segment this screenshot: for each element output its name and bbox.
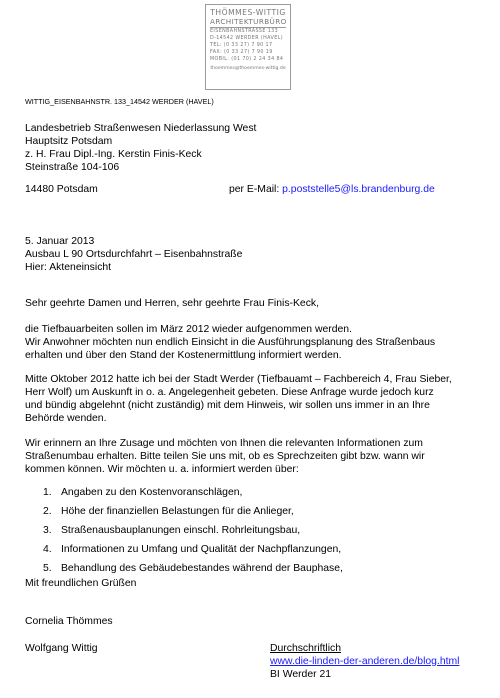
paragraph-line: Behörde wenden.	[25, 413, 107, 424]
email-row	[229, 183, 435, 196]
list-number: 5.	[43, 563, 52, 574]
recipient-line: Landesbetrieb Straßenwesen Niederlassung West	[25, 123, 257, 134]
paragraph-line: und bündig abgelehnt (nicht zuständig) mit dem Hinweis, wir sollen uns immer in an Ihre	[25, 400, 430, 411]
letterhead-street: EISENBAHNSTRASSE 133	[210, 29, 279, 34]
blog-link[interactable]: www.die-linden-der-anderen.de/blog.html	[270, 656, 460, 667]
paragraph-1	[25, 323, 485, 362]
paragraph-line: Wir erinnern an Ihre Zusage und möchten von Ihnen die relevanten Informationen zum	[25, 438, 423, 449]
list-item	[43, 543, 343, 562]
closing: Mit freundlichen Grüßen	[25, 578, 137, 589]
list-text: Informationen zu Umfang und Qualität der Nachpflanzungen,	[61, 544, 342, 555]
list-item	[43, 505, 343, 524]
recipient-address	[25, 122, 485, 174]
recipient-line: Steinstraße 104-106	[25, 162, 120, 173]
letter-date: 5. Januar 2013	[25, 236, 95, 247]
list-number: 1.	[43, 487, 52, 498]
letterhead-email: thoemmes@thoemmes-wittig.de	[210, 66, 286, 71]
letterhead-fax: FAX: (0 33 27) 7 90 19	[210, 50, 273, 55]
paragraph-3	[25, 437, 485, 476]
list-text: Höhe der finanziellen Belastungen für die Anlieger,	[61, 506, 294, 517]
subject-line: Hier: Akteneinsicht	[25, 262, 112, 273]
sender-line: WITTIG_EISENBAHNSTR. 133_14542 WERDER (HAVEL)	[25, 97, 214, 106]
list-number: 2.	[43, 506, 52, 517]
letterhead-tel: TEL: (0 33 27) 7 90 17	[210, 43, 273, 48]
paragraph-line: Herr Wolf) um Auskunft in o. a. Angelegenheit gebeten. Diese Anfrage wurde jedoch kurz	[25, 387, 434, 398]
date-subject-block	[25, 235, 485, 274]
letterhead-company-name: THÖMMES-WITTIG	[210, 8, 286, 17]
list-text: Angaben zu den Kostenvoranschlägen,	[61, 487, 243, 498]
recipient-line: Hauptsitz Potsdam	[25, 136, 113, 147]
topics-list	[43, 486, 343, 581]
paragraph-2	[25, 373, 485, 425]
paragraph-line: die Tiefbauarbeiten sollen im März 2012 wieder aufgenommen werden.	[25, 324, 352, 335]
letterhead-subtitle: ARCHITEKTURBÜRO	[210, 17, 287, 26]
letterhead-city: D-14542 WERDER (HAVEL)	[210, 36, 284, 41]
list-text: Behandlung des Gebäudebestandes während der Bauphase,	[61, 563, 343, 574]
subject-line: Ausbau L 90 Ortsdurchfahrt – Eisenbahnstraße	[25, 249, 243, 260]
signer-1: Cornelia Thömmes	[25, 616, 113, 627]
copy-label: Durchschriftlich	[270, 643, 342, 654]
paragraph-line: kommen können. Wir möchten u. a. informiert werden über:	[25, 464, 299, 475]
list-number: 4.	[43, 544, 52, 555]
paragraph-line: Wir Anwohner möchten nun endlich Einsicht in die Ausführungsplanung des Straßenbaus	[25, 337, 436, 348]
salutation: Sehr geehrte Damen und Herren, sehr geehrte Frau Finis-Keck,	[25, 298, 319, 309]
email-label: per E-Mail:	[229, 184, 280, 195]
list-item	[43, 486, 343, 505]
paragraph-line: Straßenumbau erhalten. Bitte teilen Sie uns mit, ob es Sprechzeiten gibt bzw. wann wir	[25, 451, 425, 462]
paragraph-line: erhalten und über den Stand der Kostenermittlung informiert werden.	[25, 350, 342, 361]
list-item	[43, 524, 343, 543]
recipient-city: 14480 Potsdam	[25, 184, 98, 195]
copy-bi-werder: BI Werder 21	[270, 669, 332, 680]
letterhead-mobil: MOBIL: (01 70) 2 24 34 84	[210, 57, 284, 62]
email-link[interactable]: p.poststelle5@ls.brandenburg.de	[282, 184, 435, 195]
paragraph-line: Mitte Oktober 2012 hatte ich bei der Stadt Werder (Tiefbauamt – Fachbereich 4, Frau Sieber,	[25, 374, 452, 385]
signer-2: Wolfgang Wittig	[25, 643, 98, 654]
letterhead-box	[205, 4, 291, 90]
list-text: Straßenausbauplanungen einschl. Rohrleitungsbau,	[61, 525, 301, 536]
list-number: 3.	[43, 525, 52, 536]
recipient-line: z. H. Frau Dipl.-Ing. Kerstin Finis-Keck	[25, 149, 202, 160]
